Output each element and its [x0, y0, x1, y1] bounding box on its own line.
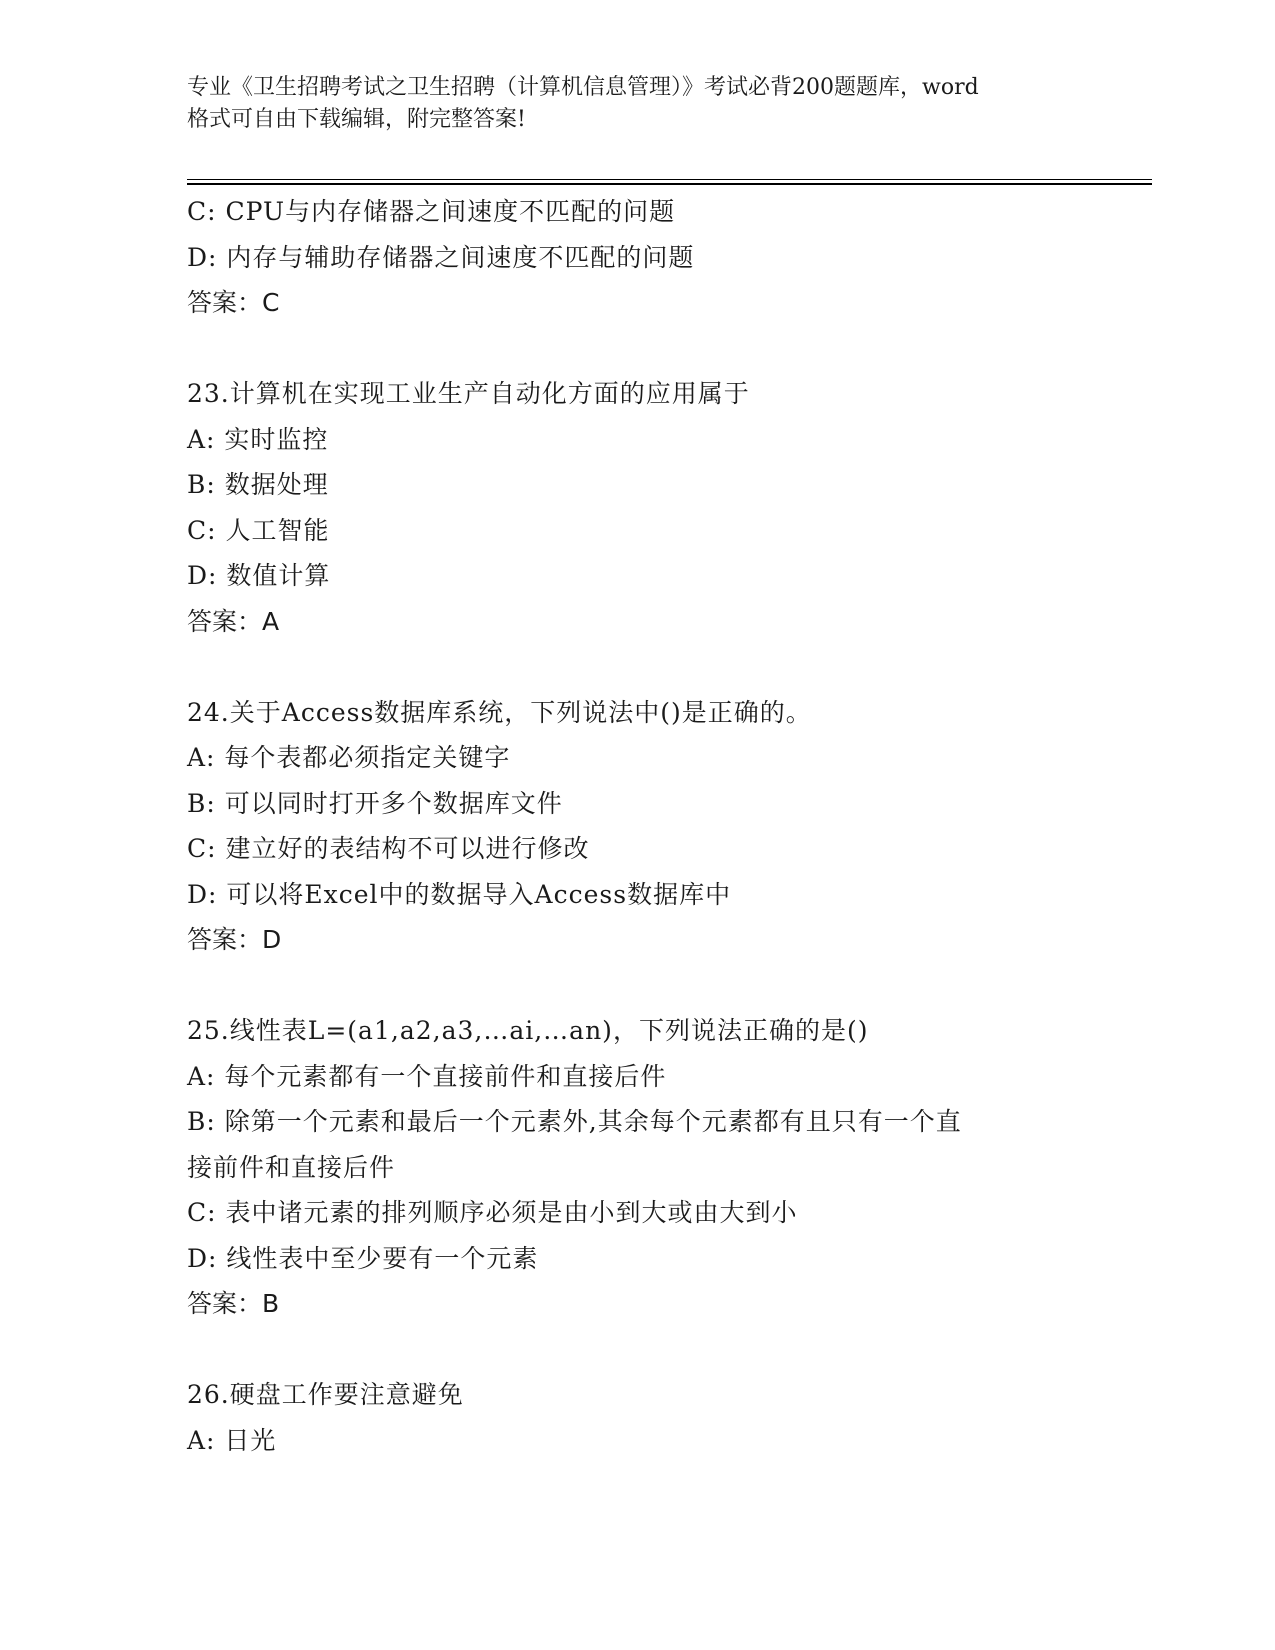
option-c: C: CPU与内存储器之间速度不匹配的问题 [187, 197, 676, 226]
header-line-1: 专业《卫生招聘考试之卫生招聘（计算机信息管理）》考试必背200题题库，word [187, 75, 979, 100]
option-b: B: 可以同时打开多个数据库文件 [187, 788, 563, 818]
answer: 答案：B [187, 1289, 280, 1318]
option-d: D: 数值计算 [187, 561, 331, 590]
answer: 答案：C [187, 288, 280, 317]
header-line-2: 格式可自由下载编辑，附完整答案! [187, 107, 526, 132]
answer: 答案：A [187, 606, 280, 636]
option-d: D: 内存与辅助存储器之间速度不匹配的问题 [187, 242, 695, 272]
option-a: A: 日光 [187, 1425, 277, 1455]
question-block-25 [187, 1008, 1087, 1327]
option-d: D: 可以将Excel中的数据导入Access数据库中 [187, 879, 732, 909]
option-a: A: 每个元素都有一个直接前件和直接后件 [187, 1061, 667, 1091]
question-text: 24.关于Access数据库系统，下列说法中()是正确的。 [187, 697, 812, 727]
option-d: D: 线性表中至少要有一个元素 [187, 1243, 539, 1273]
header-rule-thick [187, 183, 1152, 185]
question-text: 26.硬盘工作要注意避免 [187, 1380, 464, 1409]
question-block-24 [187, 690, 1087, 963]
option-a: A: 每个表都必须指定关键字 [187, 743, 511, 772]
question-block-23 [187, 371, 1087, 644]
question-text: 23.计算机在实现工业生产自动化方面的应用属于 [187, 379, 750, 408]
option-b: B: 除第一个元素和最后一个元素外,其余每个元素都有且只有一个直 [187, 1107, 962, 1136]
option-a: A: 实时监控 [187, 424, 329, 454]
question-text: 25.线性表L=(a1,a2,a3,…ai,…an)，下列说法正确的是() [187, 1016, 869, 1045]
question-block-22 [187, 189, 1087, 326]
option-c: C: 建立好的表结构不可以进行修改 [187, 834, 590, 863]
option-c: C: 人工智能 [187, 515, 330, 545]
document-header [187, 72, 1087, 136]
answer: 答案：D [187, 925, 282, 954]
option-c: C: 表中诸元素的排列顺序必须是由小到大或由大到小 [187, 1198, 798, 1227]
option-b: B: 数据处理 [187, 470, 329, 499]
question-list [187, 189, 1087, 1463]
option-b-continued: 接前件和直接后件 [187, 1152, 396, 1182]
question-block-26 [187, 1372, 1087, 1463]
header-rule-thin [187, 179, 1152, 180]
